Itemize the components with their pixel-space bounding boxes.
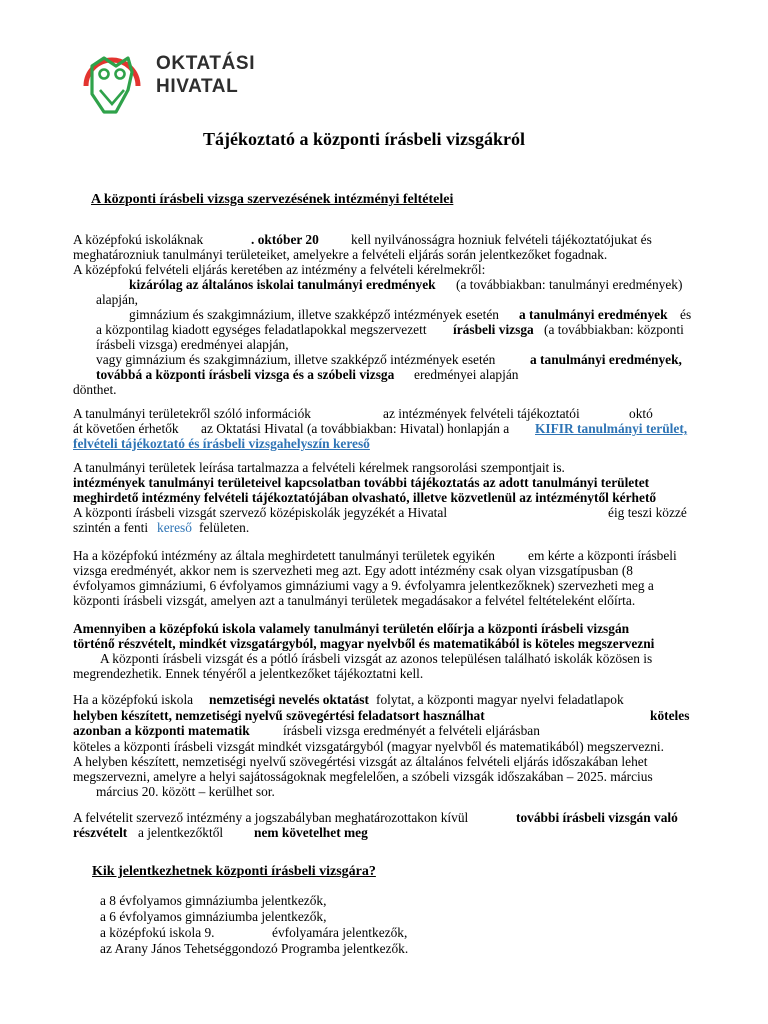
p3-line4b: éig teszi közzé	[608, 505, 687, 520]
list-item-cont: évfolyamára jelentkezők,	[272, 925, 408, 940]
p1-line8: írásbeli vizsga) eredményei alapján,	[96, 337, 289, 352]
list-item: a 8 évfolyamos gimnáziumba jelentkezők,	[100, 893, 327, 908]
p3-line5a: szintén a fenti	[73, 520, 149, 535]
p3-line2: intézmények tanulmányi területeivel kapcsolatban további tájékoztatás az adott tanulmányi területet	[73, 475, 650, 490]
section-heading-1: A központi írásbeli vizsga szervezésének intézményi feltételei	[91, 192, 454, 207]
p6-line3a: azonban a központi matematik	[73, 723, 250, 738]
p1-line2: meghatározniuk tanulmányi területeiket, amelyekre a felvételi eljárás során jelentkezőket fogadnak.	[73, 247, 608, 262]
p6-line1b: nemzetiségi nevelés oktatást	[209, 692, 369, 707]
p4-line2: vizsga eredményét, akkor nem is szervezheti meg azt. Egy adott intézmény csak olyan vizsgatípusban (8	[73, 563, 633, 578]
p1-line6b: a tanulmányi eredmények	[519, 307, 668, 322]
list-item: az Arany János Tehetséggondozó Programba jelentkezők.	[100, 941, 409, 956]
p1-line1c: kell nyilvánosságra hozniuk felvételi tájékoztatójukat és	[351, 232, 652, 247]
p2-line2a: át követően érhetők	[73, 421, 179, 436]
p3-line4a: A központi írásbeli vizsgát szervező középiskolák jegyzékét a Hivatal	[73, 505, 448, 520]
p1-line10b: eredményei alapján	[414, 367, 519, 382]
p2-line2b: az Oktatási Hivatal (a továbbiakban: Hivatal) honlapján a	[201, 421, 510, 436]
p1-line9b: a tanulmányi eredmények,	[530, 352, 682, 367]
p1-line7c: (a továbbiakban: központi	[544, 322, 684, 337]
p1-line6c: és	[680, 307, 692, 322]
p1-line4b: (a továbbiakban: tanulmányi eredmények)	[456, 277, 683, 292]
p1-line1a: A középfokú iskoláknak	[73, 232, 204, 247]
section-heading-2: Kik jelentkezhetnek központi írásbeli vizsgára?	[92, 864, 376, 879]
p1-line3: A középfokú felvételi eljárás keretében az intézmény a felvételi kérelmekről:	[73, 262, 486, 277]
p7-line1b: további írásbeli vizsgán való	[516, 810, 678, 825]
p7-line2a: részvételt	[73, 825, 128, 840]
p1-line6a: gimnázium és szakgimnázium, illetve szakképző intézmények esetén	[129, 307, 499, 322]
p7-line2b: a jelentkezőktől	[138, 825, 224, 840]
kifir-link-cont[interactable]: felvételi tájékoztató és írásbeli vizsgahelyszín kereső	[73, 436, 370, 451]
list-item: a 6 évfolyamos gimnáziumba jelentkezők,	[100, 909, 327, 924]
p6-line3b: írásbeli vizsga eredményét a felvételi eljárásban	[283, 723, 540, 738]
p6-line2a: helyben készített, nemzetiségi nyelvű szövegértési feladatsort használhat	[73, 708, 485, 723]
owl-logo-icon	[72, 46, 152, 118]
p1-line4a: kizárólag az általános iskolai tanulmányi eredmények	[129, 277, 436, 292]
p6-line6: megszervezni, amelyre a helyi sajátosságoknak megfelelően, a szóbeli vizsgák időszakában – 2025. március	[73, 769, 653, 784]
p1-line9a: vagy gimnázium és szakgimnázium, illetve szakképző intézmények esetén	[96, 352, 496, 367]
p1-line7b: írásbeli vizsga	[453, 322, 534, 337]
p4-line1a: Ha a középfokú intézmény az általa meghirdetett tanulmányi területek egyikén	[73, 548, 496, 563]
p4-line4: központi írásbeli vizsgát, amelyen azt a tanulmányi területek megadásakor a felvétel feltételeként előírta.	[73, 593, 636, 608]
p7-line2c: nem követelhet meg	[254, 825, 368, 840]
p5-line3: A központi írásbeli vizsgát és a pótló írásbeli vizsgát az azonos településen található iskolák közösen is	[100, 651, 653, 666]
p5-line2: történő részvételt, mindkét vizsgatárgyból, magyar nyelvből és matematikából is köteles megszervezni	[73, 636, 655, 651]
p1-line1b: . október 20	[251, 232, 319, 247]
p3-line5c: felületen.	[199, 520, 250, 535]
p1-line10a: továbbá a központi írásbeli vizsga és a szóbeli vizsga	[96, 367, 395, 382]
p6-line1a: Ha a középfokú iskola	[73, 692, 194, 707]
p2-line1c: októ	[629, 406, 653, 421]
p6-line2b: köteles	[650, 708, 690, 723]
p2-line1b: az intézmények felvételi tájékoztatói	[383, 406, 580, 421]
page-title: Tájékoztató a központi írásbeli vizsgákról	[203, 129, 525, 149]
p6-line4: köteles a központi írásbeli vizsgát mindkét vizsgatárgyból (magyar nyelvből és matematikából) megszervezni.	[73, 739, 664, 754]
p1-line11: dönthet.	[73, 382, 117, 397]
kereso-link[interactable]: kereső	[157, 520, 192, 535]
logo-line2: HIVATAL	[156, 76, 239, 97]
p6-line7: március 20. között – kerülhet sor.	[96, 784, 275, 799]
p5-line4: megrendezhetik. Ennek tényéről a jelentkezőket tájékoztatni kell.	[73, 666, 424, 681]
p1-line7a: a központilag kiadott egységes feladatlapokkal megszervezett	[96, 322, 427, 337]
p6-line1c: folytat, a központi magyar nyelvi feladatlapok	[376, 692, 624, 707]
logo-text	[156, 52, 255, 98]
p7-line1a: A felvételit szervező intézmény a jogszabályban meghatározottakon kívül	[73, 810, 469, 825]
oktatasi-hivatal-logo	[72, 46, 272, 118]
p6-line5: A helyben készített, nemzetiségi nyelvű szövegértési vizsgát az általános felvételi eljárás időszakában lehet	[73, 754, 648, 769]
logo-line1: OKTATÁSI	[156, 53, 256, 74]
p3-line3: meghirdető intézmény felvételi tájékoztatójában olvasható, illetve közvetlenül az intézménytől kérhető	[73, 490, 657, 505]
p5-line1: Amennyiben a középfokú iskola valamely tanulmányi területén előírja a központi írásbeli vizsgán	[73, 621, 630, 636]
p4-line1b: em kérte a központi írásbeli	[528, 548, 677, 563]
p4-line3: évfolyamos gimnáziumi, 6 évfolyamos gimnáziumi vagy a 9. évfolyamra jelentkezőknek) szervezheti meg a	[73, 578, 654, 593]
kifir-link[interactable]: KIFIR tanulmányi terület,	[535, 421, 688, 436]
list-item: a középfokú iskola 9.	[100, 925, 215, 940]
p2-line1a: A tanulmányi területekről szóló információk	[73, 406, 311, 421]
p3-line1: A tanulmányi területek leírása tartalmazza a felvételi kérelmek rangsorolási szempontjait is.	[73, 460, 565, 475]
p1-line5: alapján,	[96, 292, 139, 307]
